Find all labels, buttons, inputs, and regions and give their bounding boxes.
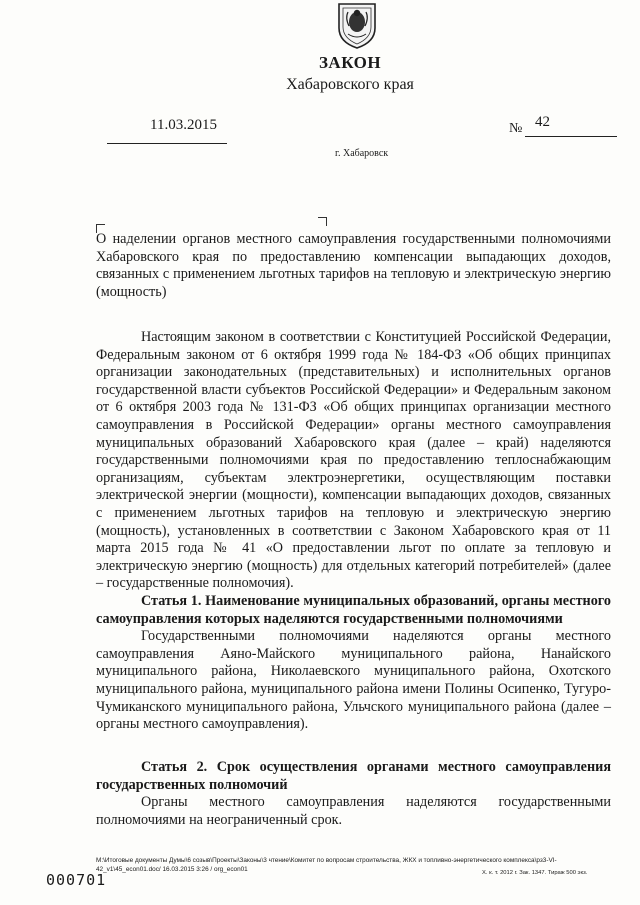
title-bracket-right [318, 217, 327, 226]
document-date: 11.03.2015 [150, 117, 217, 133]
article-2-body: Органы местного самоуправления наделяются государственными полномочиями на неограниченный срок. [96, 794, 611, 828]
footer-file-path: М:\Итоговые документы Думы\6 созыв\Проекты\Законы\3 чтение\Комитет по вопросам строительства, ЖКХ и топливно-энергетического комплекса\рз3-VI-42_v1\45_econ01.doc/ 16.03.2015 3:26 / org_econ01 [96, 857, 557, 873]
article-2-heading: Статья 2. Срок осуществления органами местного самоуправления государственных полномочий [96, 759, 611, 793]
document-number: 42 [535, 114, 550, 130]
document-city: г. Хабаровск [335, 148, 389, 159]
date-underline [107, 143, 227, 144]
article-1 [96, 593, 611, 734]
footer-print-info: Х. к. т. 2012 г. Зак. 1347. Тираж 500 экз. [482, 870, 588, 876]
coat-of-arms-icon [331, 0, 383, 50]
document-title: ЗАКОН [318, 53, 382, 72]
law-title: О наделении органов местного самоуправления государственными полномочиями Хабаровского края по предоставлению компенсации выпадающих доходов, связанных с применением льготных тарифов на тепловую и электрическую энергию (мощность) [96, 231, 611, 300]
footer-registry-number: 000701 [46, 871, 107, 889]
article-2 [96, 759, 611, 829]
intro-paragraph: Настоящим законом в соответствии с Конституцией Российской Федерации, Федеральным законом от 6 октября 1999 года № 184-ФЗ «Об общих принципах организации законодательных (представительных) и исполнительных органов государственной власти субъектов Российской Федерации» и Федеральным законом от 6 октября 2003 года № 131-ФЗ «Об общих принципах организации местного самоуправления в Российской Федерации» органы местного самоуправления муниципальных образований Хабаровского края (далее – край) наделяются государственными полномочиями края по предоставлению теплоснабжающим организациям, субъектам электроэнергетики, осуществляющим поставки электрической энергии (мощности), компенсации выпадающих доходов, связанных с применением льготных тарифов на тепловую и электрическую энергию (мощность), установленных в соответствии с Законом Хабаровского края от 11 марта 2015 года № 41 «О предоставлении льгот по оплате за тепловую и электрическую энергию (мощность) для отдельных категорий потребителей» (далее – государственные полномочия). [96, 329, 611, 592]
number-underline [525, 136, 617, 137]
number-label: № [509, 121, 523, 136]
article-1-body: Государственными полномочиями наделяются органы местного самоуправления Аяно-Майского муниципального района, Нанайского муниципального района, Николаевского муниципального района, Охотского муниципального района, муниципального района имени Полины Осипенко, Тугуро-Чумиканского муниципального района, Ульчского муниципального района (далее – органы местного самоуправления). [96, 628, 611, 733]
article-1-heading: Статья 1. Наименование муниципальных образований, органы местного самоуправления которых наделяются государственными полномочиями [96, 593, 611, 627]
document-subtitle: Хабаровского края [286, 76, 414, 93]
